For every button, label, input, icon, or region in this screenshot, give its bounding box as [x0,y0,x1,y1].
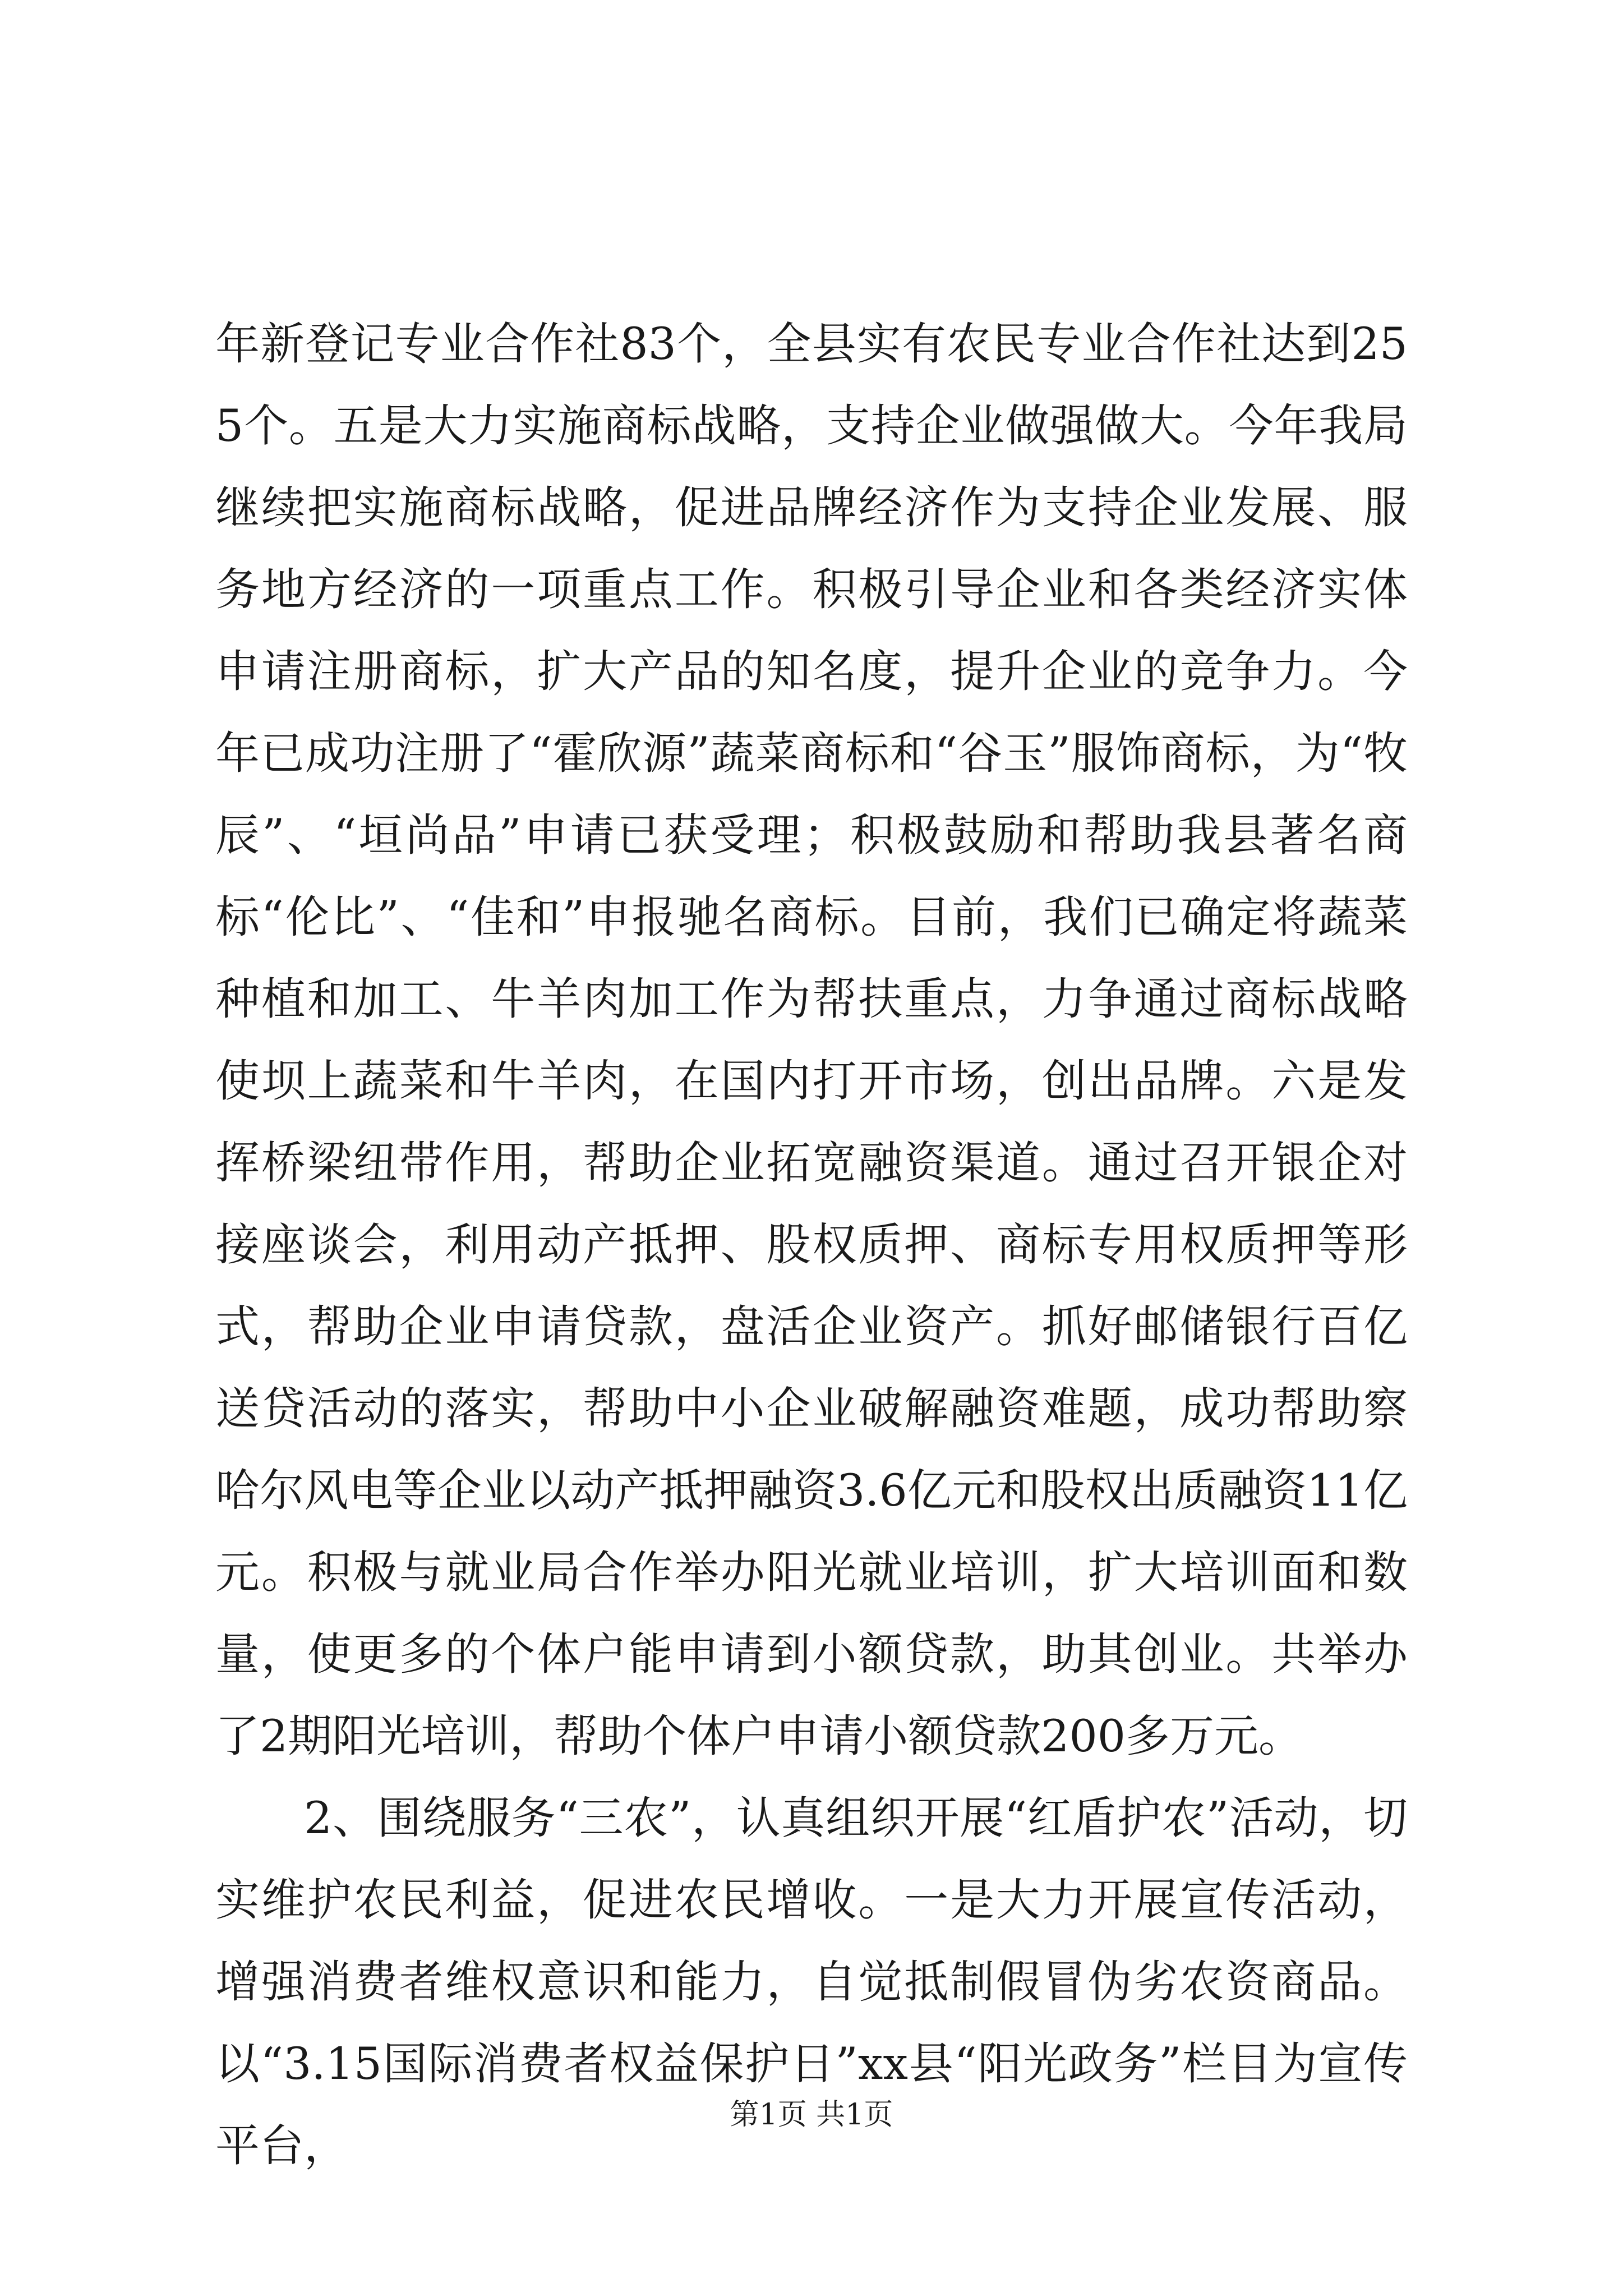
document-body [215,303,1408,2187]
page-footer: 第1页 共1页 [730,2098,893,2132]
paragraph-2: 2、围绕服务“三农”，认真组织开展“红盾护农”活动，切实维护农民利益，促进农民增收。一是大力开展宣传活动，增强消费者维权意识和能力，自觉抵制假冒伪劣农资商品。以“3.15国际消费者权益保护日”xx县“阳光政务”栏目为宣传平台， [215,1792,1408,2171]
paragraph-1: 年新登记专业合作社83个，全县实有农民专业合作社达到255个。五是大力实施商标战略，支持企业做强做大。今年我局继续把实施商标战略，促进品牌经济作为支持企业发展、服务地方经济的一项重点工作。积极引导企业和各类经济实体申请注册商标，扩大产品的知名度，提升企业的竞争力。今年已成功注册了“霍欣源”蔬菜商标和“谷玉”服饰商标，为“牧辰”、“垣尚品”申请已获受理；积极鼓励和帮助我县著名商标“伦比”、“佳和”申报驰名商标。目前，我们已确定将蔬菜种植和加工、牛羊肉加工作为帮扶重点，力争通过商标战略使坝上蔬菜和牛羊肉，在国内打开市场，创出品牌。六是发挥桥梁纽带作用，帮助企业拓宽融资渠道。通过召开银企对接座谈会，利用动产抵押、股权质押、商标专用权质押等形式，帮助企业申请贷款，盘活企业资产。抓好邮储银行百亿送贷活动的落实，帮助中小企业破解融资难题，成功帮助察哈尔风电等企业以动产抵押融资3.6亿元和股权出质融资11亿元。积极与就业局合作举办阳光就业培训，扩大培训面和数量，使更多的个体户能申请到小额贷款，助其创业。共举办了2期阳光培训，帮助个体户申请小额贷款200多万元。 [215,318,1408,1762]
